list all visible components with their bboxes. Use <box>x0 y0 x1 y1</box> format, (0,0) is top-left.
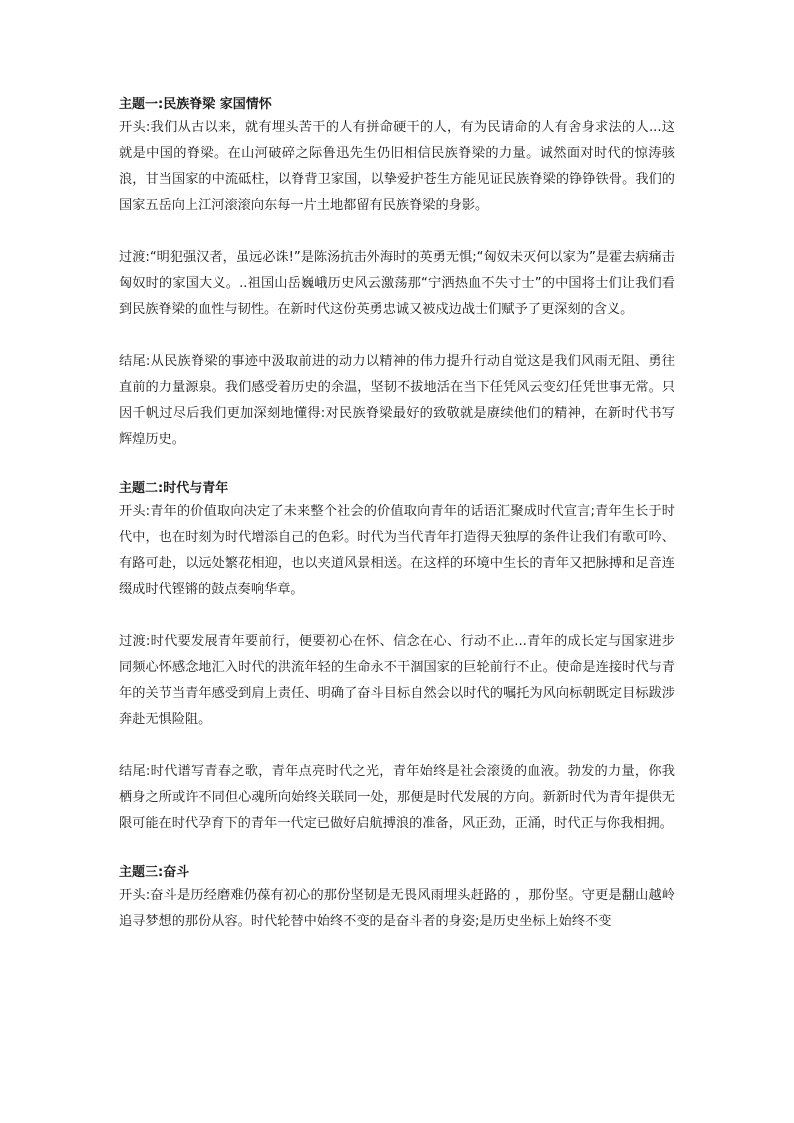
section-heading: 主题一:民族脊梁 家国情怀 <box>119 97 272 112</box>
section-heading: 主题二:时代与青年 <box>119 481 229 496</box>
paragraph-spacer <box>119 733 675 759</box>
section-heading: 主题三:奋斗 <box>119 865 190 880</box>
ending-paragraph: 结尾:时代谱写青春之歌，青年点亮时代之光，青年始终是社会滚烫的血液。勃发的力量，你我栖身之所或许不同但心魂所向始终关联同一处，那便是时代发展的方向。新新时代为青年提供无限可能在时代孕育下的青年一代定已做好启航搏浪的准备，风正劲，正涌，时代正与你我相拥。 <box>119 764 675 831</box>
opening-paragraph: 开头:青年的价值取向决定了未来整个社会的价值取向青年的话语汇聚成时代宣言;青年生长于时代中，也在时刻为时代增添自己的色彩。时代为当代青年打造得天独厚的条件让我们有歌可吟、有路可赴，以远处繁花相迎，也以夹道风景相送。在这样的环境中生长的青年又把脉搏和足音连缀成时代铿锵的鼓点奏响华章。 <box>119 504 675 597</box>
transition-paragraph: 过渡:“明犯强汉者，虽远必诛!”是陈汤抗击外海时的英勇无惧;“匈奴未灭何以家为”是霍去病痛击匈奴时的家国大义。..祖国山岳巍峨历史风云激荡那“宁洒热血不失寸士”的中国将士们让我们看到民族脊梁的血性与韧性。在新时代这份英勇忠诚又被戍边战士们赋予了更深刻的含义。 <box>119 250 675 317</box>
ending-paragraph: 结尾:从民族脊梁的事迹中汲取前进的动力以精神的伟力提升行动自觉这是我们风雨无阻、勇往直前的力量源泉。我们感受着历史的余温，坚韧不拔地活在当下任凭风云变幻任凭世事无常。只因千帆过尽后我们更加深刻地懂得:对民族脊梁最好的致敬就是赓续他们的精神，在新时代书写辉煌历史。 <box>119 354 675 447</box>
paragraph-spacer <box>119 837 675 863</box>
opening-paragraph: 开头:我们从古以来，就有埋头苦干的人有拼命硬干的人，有为民请命的人有舍身求法的人...这就是中国的脊梁。在山河破碎之际鲁迅先生仍旧相信民族脊梁的力量。诚然面对时代的惊涛骇浪，甘当国家的中流砥柱，以脊背卫家国，以挚爱护苍生方能见证民族脊梁的铮铮铁骨。我们的国家五岳向上江河滚滚向东每一片土地都留有民族脊梁的身影。 <box>119 120 675 213</box>
document-body <box>119 95 675 935</box>
opening-paragraph: 开头:奋斗是历经磨难仍葆有初心的那份坚韧是无畏风雨埋头赶路的 ，那份坚。守更是翻山越岭追寻梦想的那份从容。时代轮替中始终不变的是奋斗者的身姿;是历史坐标上始终不变 <box>119 888 675 929</box>
paragraph-spacer <box>119 219 675 245</box>
paragraph-spacer <box>119 453 675 479</box>
paragraph-spacer <box>119 323 675 349</box>
paragraph-spacer <box>119 603 675 629</box>
transition-paragraph: 过渡:时代要发展青年要前行，便要初心在怀、信念在心、行动不止...青年的成长定与国家进步同频心怀感念地汇入时代的洪流年轻的生命永不干涸国家的巨轮前行不止。使命是连接时代与青年的关节当青年感受到肩上责任、明确了奋斗目标自然会以时代的嘱托为风向标朝既定目标跋涉奔赴无惧险阻。 <box>119 634 675 727</box>
